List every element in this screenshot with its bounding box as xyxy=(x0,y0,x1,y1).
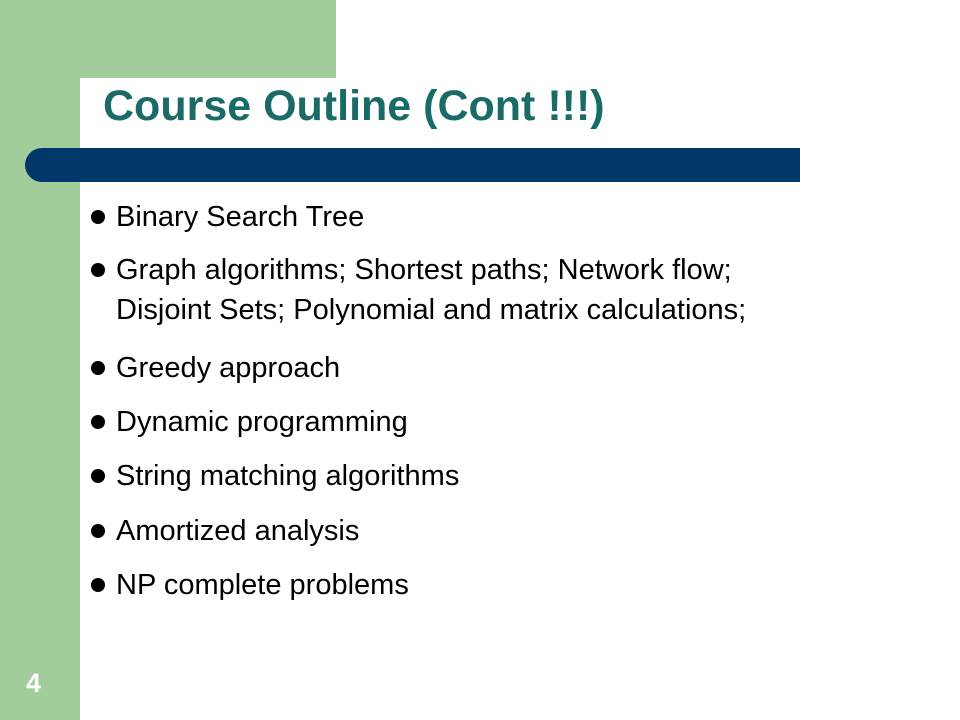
bullet-dot-icon xyxy=(91,524,105,538)
bullet-dot-icon xyxy=(91,469,105,483)
bullet-text xyxy=(116,456,921,496)
bullet-dot-icon xyxy=(91,578,105,592)
bullet-dot-icon xyxy=(91,361,105,375)
bullet-dot-icon xyxy=(91,415,105,429)
bullet-text xyxy=(116,197,921,237)
bullet-text xyxy=(116,511,921,551)
slide-title: Course Outline (Cont !!!) xyxy=(103,82,605,130)
bullet-line: String matching algorithms xyxy=(116,460,460,492)
bullet-line: Amortized analysis xyxy=(116,515,360,547)
top-green-corner xyxy=(80,0,336,78)
bullet-text xyxy=(116,402,921,442)
bullet-dot-icon xyxy=(91,210,105,224)
slide-number: 4 xyxy=(26,668,42,698)
bullet-line: Graph algorithms; Shortest paths; Network flow; xyxy=(116,254,732,286)
bullet-line: Dynamic programming xyxy=(116,406,408,438)
bullet-text xyxy=(116,250,921,330)
bullet-text xyxy=(116,348,921,388)
bullet-dot-icon xyxy=(91,263,105,277)
bullet-line: NP complete problems xyxy=(116,569,409,601)
title-underline-bar xyxy=(25,148,800,182)
bullet-line: Greedy approach xyxy=(116,352,341,384)
left-green-rail xyxy=(0,0,80,720)
bullet-line: Disjoint Sets; Polynomial and matrix calculations; xyxy=(116,294,747,326)
bullet-text xyxy=(116,565,921,605)
bullet-line: Binary Search Tree xyxy=(116,201,365,233)
